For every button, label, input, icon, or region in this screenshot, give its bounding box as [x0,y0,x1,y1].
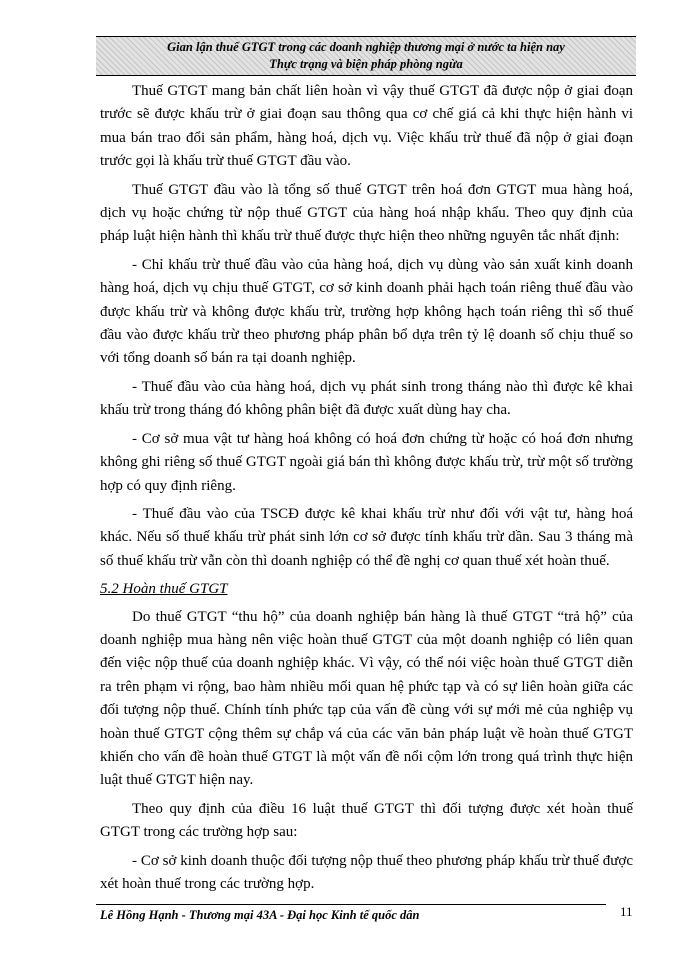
page-number: 11 [620,904,633,919]
paragraph: Thuế GTGT đầu vào là tổng số thuế GTGT trên hoá đơn GTGT mua hàng hoá, dịch vụ hoặc chứng từ nộp thuế GTGT của hàng hoá nhập khẩu. Theo quy định của pháp luật hiện hành thì khấu trừ thuế được thực hiện theo những nguyên tắc nhất định: [100,181,633,245]
section-heading: 5.2 Hoàn thuế GTGT [100,581,228,598]
paragraph: - Chỉ khấu trừ thuế đầu vào của hàng hoá, dịch vụ dùng vào sản xuất kinh doanh hàng hoá, dịch vụ chịu thuế GTGT, cơ sở kinh doanh phải hạch toán riêng thuế đầu vào được khấu trừ và không được khấu trừ, trường hợp không hạch toán riêng thì số thuế đầu vào được khấu trừ theo phương pháp phân bổ dựa trên tỷ lệ doanh số chịu thuế so với tổng doanh số bán ra tại doanh nghiệp. [100,256,633,367]
page-header [96,36,636,76]
header-title: Gian lận thuế GTGT trong các doanh nghiệp thương mại ở nước ta hiện nay [167,40,565,54]
paragraph: Do thuế GTGT “thu hộ” của doanh nghiệp bán hàng là thuế GTGT “trả hộ” của doanh nghiệp mua hàng nên việc hoàn thuế GTGT của một doanh nghiệp có liên quan đến việc nộp thuế của doanh nghiệp khác. Vì vậy, có thể nói việc hoàn thuế GTGT diễn ra trên phạm vi rộng, bao hàm nhiều mối quan hệ phức tạp và có sự liên hoàn giữa các đối tượng nộp thuế. Chính tính phức tạp của vấn đề cùng với sự mới mẻ của nghiệp vụ hoàn thuế GTGT cộng thêm sự chắp vá của các văn bản pháp luật về hoàn thuế GTGT khiến cho vấn đề hoàn thuế GTGT là một vấn đề nổi cộm lớn trong quá trình thực hiện luật thuế GTGT hiện nay. [100,608,633,789]
paragraph: - Cơ sở kinh doanh thuộc đối tượng nộp thuế theo phương pháp khấu trừ thuế được xét hoàn thuế trong các trường hợp. [100,852,633,892]
paragraph: - Thuế đầu vào của TSCĐ được kê khai khấu trừ như đối với vật tư, hàng hoá khác. Nếu số thuế khấu trừ phát sinh lớn cơ sở được tính khấu trừ dần. Sau 3 tháng mà số thuế khấu trừ vẫn còn thì doanh nghiệp có thể đề nghị cơ quan thuế xét hoàn thuế. [100,505,633,569]
paragraph: Thuế GTGT mang bản chất liên hoàn vì vậy thuế GTGT đã được nộp ở giai đoạn trước sẽ được khấu trừ ở giai đoạn sau thông qua cơ chế giá cả khi thực hiện hành vi mua bán trao đổi sản phẩm, hàng hoá, dịch vụ. Việc khấu trừ thuế đã nộp ở giai đoạn trước gọi là khấu trừ thuế GTGT đầu vào. [100,83,633,170]
paragraph: Theo quy định của điều 16 luật thuế GTGT thì đối tượng được xét hoàn thuế GTGT trong các trường hợp sau: [100,800,633,841]
header-subtitle: Thực trạng và biện pháp phòng ngừa [269,57,463,71]
footer-author: Lê Hồng Hạnh - Thương mại 43A - Đại học Kinh tế quốc dân [100,908,420,922]
footer-divider [96,904,606,905]
document-body [100,80,633,901]
paragraph: - Cơ sở mua vật tư hàng hoá không có hoá đơn chứng từ hoặc có hoá đơn nhưng không ghi riêng số thuế GTGT ngoài giá bán thì không được khấu trừ, trừ một số trường hợp có quy định riêng. [100,430,633,494]
paragraph: - Thuế đầu vào của hàng hoá, dịch vụ phát sinh trong tháng nào thì được kê khai khấu trừ trong tháng đó không phân biệt đã được xuất dùng hay cha. [100,378,633,419]
